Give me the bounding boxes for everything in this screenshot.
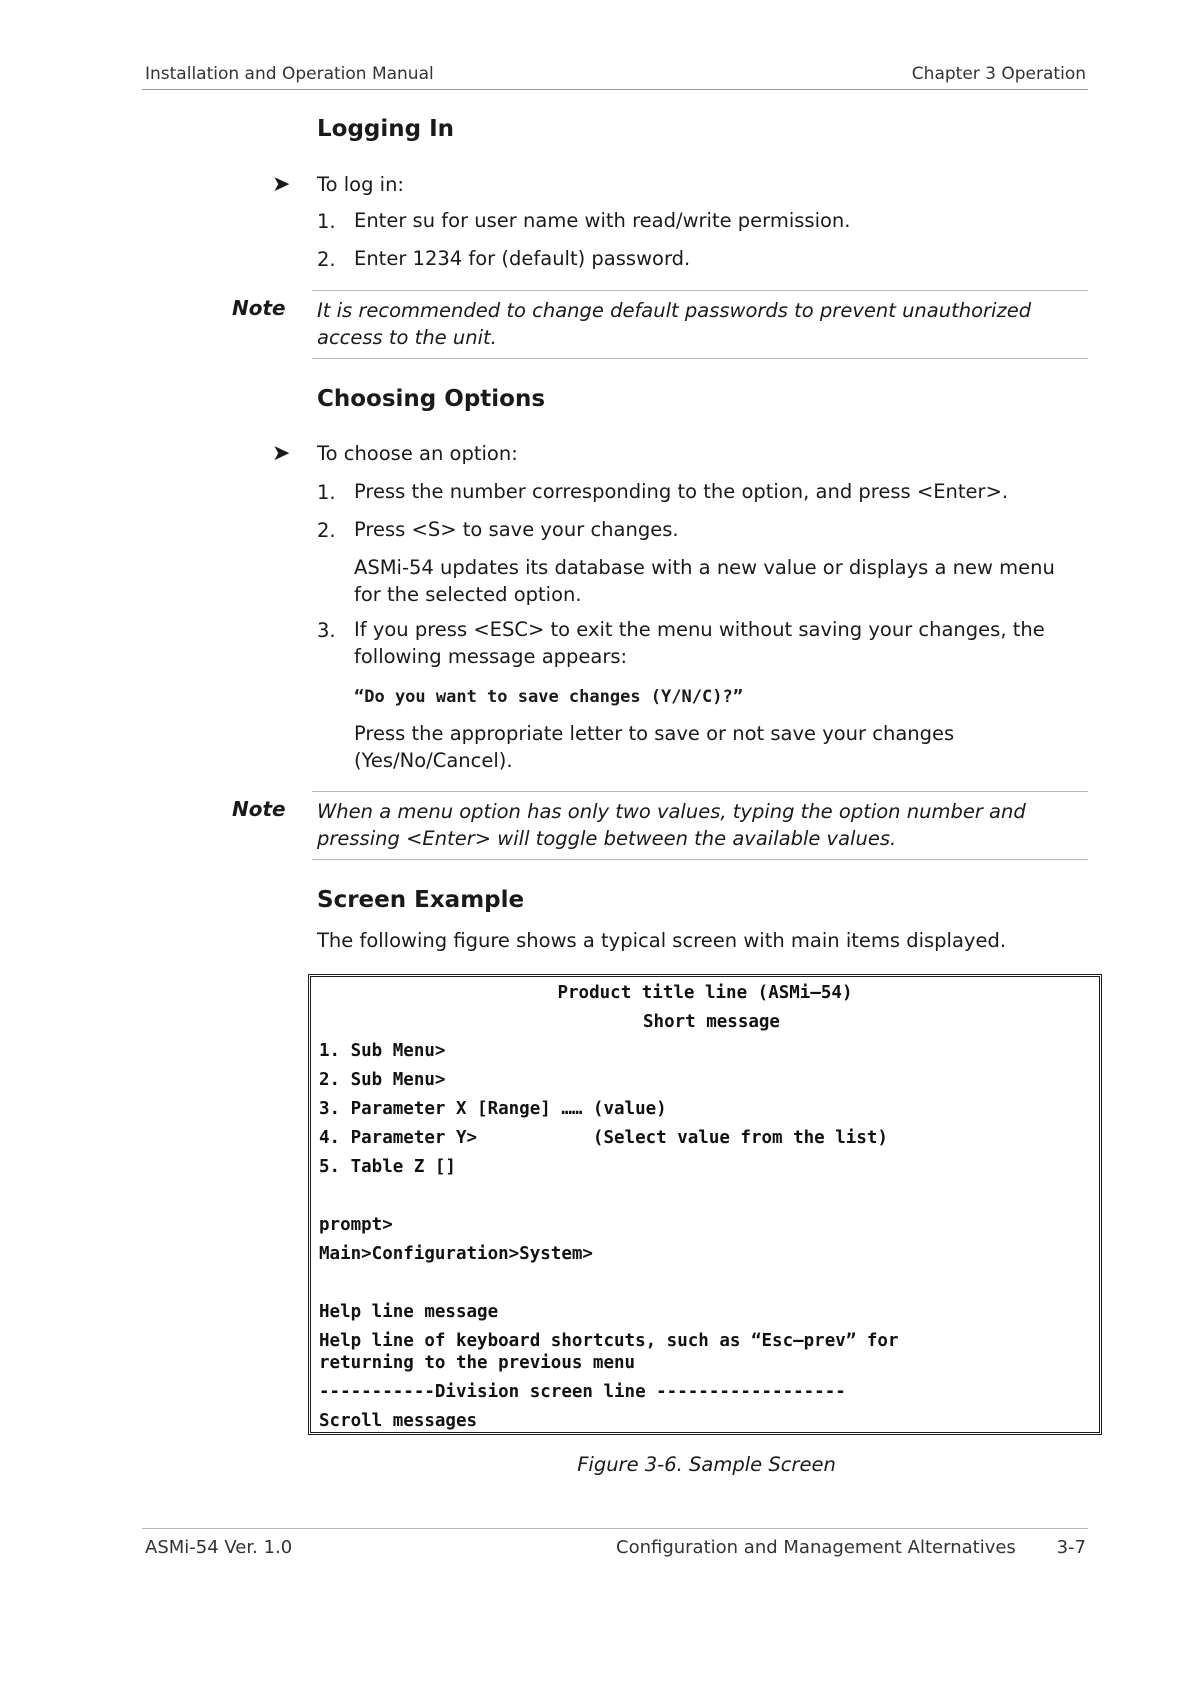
- figure-caption: Figure 3-6. Sample Screen: [577, 1453, 836, 1476]
- procedure-arrow-icon: ➤: [272, 172, 291, 197]
- step-text: Enter: [354, 247, 413, 270]
- step-number: 1.: [317, 210, 336, 233]
- screen-path: Main>Configuration>System>: [319, 1244, 593, 1264]
- step-number: 2.: [317, 519, 336, 542]
- step-number: 2.: [317, 248, 336, 271]
- note-rule-top: [312, 290, 1088, 291]
- note-text: It is recommended to change default passwords to prevent unauthorized access to the unit.: [317, 299, 1032, 349]
- step-text: for (default) password.: [462, 247, 691, 270]
- option-step-2: Press <S> to save your changes.: [354, 518, 679, 541]
- screen-menu-item-4: 4. Parameter Y> (Select value from the list): [319, 1128, 888, 1148]
- command-text: 1234: [412, 247, 463, 270]
- note-rule-top: [312, 791, 1088, 792]
- screen-example-intro: The following figure shows a typical screen with main items displayed.: [317, 929, 1007, 952]
- note-label: Note: [232, 296, 286, 320]
- screen-division-line: -----------Division screen line ------------------: [319, 1382, 846, 1402]
- page-number: 3-7: [1056, 1537, 1086, 1558]
- footer-left: ASMi-54 Ver. 1.0: [145, 1537, 293, 1558]
- note-rule-bottom: [312, 358, 1088, 359]
- screen-menu-item-2: 2. Sub Menu>: [319, 1070, 446, 1090]
- command-text: su: [412, 209, 436, 232]
- note-text: When a menu option has only two values, typing the option number and pressing <Enter> will toggle between the available values.: [317, 800, 1026, 850]
- running-header-right: Chapter 3 Operation: [911, 64, 1086, 84]
- section-title-choosing-options: Choosing Options: [317, 386, 546, 412]
- login-step-2: [354, 245, 1074, 272]
- screen-help-line: Help line message: [319, 1302, 499, 1322]
- section-title-logging-in: Logging In: [317, 116, 455, 142]
- sample-screen-figure: [308, 974, 1102, 1435]
- screen-menu-item-1: 1. Sub Menu>: [319, 1041, 446, 1061]
- note-label: Note: [232, 797, 286, 821]
- option-step-2-detail: ASMi-54 updates its database with a new value or displays a new menu for the selected option.: [354, 556, 1055, 606]
- footer-rule: [142, 1528, 1088, 1529]
- step-number: 1.: [317, 481, 336, 504]
- footer-center: Configuration and Management Alternatives: [616, 1537, 1016, 1558]
- screen-shortcuts-line-cont: returning to the previous menu: [319, 1353, 636, 1373]
- procedure-heading-choose-option: To choose an option:: [317, 442, 518, 465]
- note-rule-bottom: [312, 859, 1088, 860]
- login-step-1: [354, 207, 1074, 234]
- procedure-arrow-icon: ➤: [272, 441, 291, 466]
- section-title-screen-example: Screen Example: [317, 887, 525, 913]
- step-text: Enter: [354, 209, 413, 232]
- screen-prompt: prompt>: [319, 1215, 393, 1235]
- option-step-3: If you press <ESC> to exit the menu without saving your changes, the following message appears:: [354, 618, 1045, 668]
- screen-menu-item-5: 5. Table Z []: [319, 1157, 456, 1177]
- step-text: for user name with read/write permission.: [435, 209, 851, 232]
- screen-menu-item-3: 3. Parameter X [Range] …… (value): [319, 1099, 667, 1119]
- screen-title-line: Product title line (ASMi–54): [557, 983, 853, 1003]
- save-changes-message: “Do you want to save changes (Y/N/C)?”: [354, 687, 743, 707]
- screen-shortcuts-line: Help line of keyboard shortcuts, such as “Esc–prev” for: [319, 1331, 899, 1351]
- header-rule: [142, 89, 1088, 90]
- option-step-3-detail: Press the appropriate letter to save or not save your changes (Yes/No/Cancel).: [354, 722, 955, 772]
- option-step-1: Press the number corresponding to the option, and press <Enter>.: [354, 480, 1009, 503]
- screen-short-message: Short message: [643, 1012, 780, 1032]
- screen-scroll-messages: Scroll messages: [319, 1411, 478, 1431]
- procedure-heading-log-in: To log in:: [317, 173, 404, 196]
- step-number: 3.: [317, 619, 336, 642]
- running-header-left: Installation and Operation Manual: [145, 64, 434, 84]
